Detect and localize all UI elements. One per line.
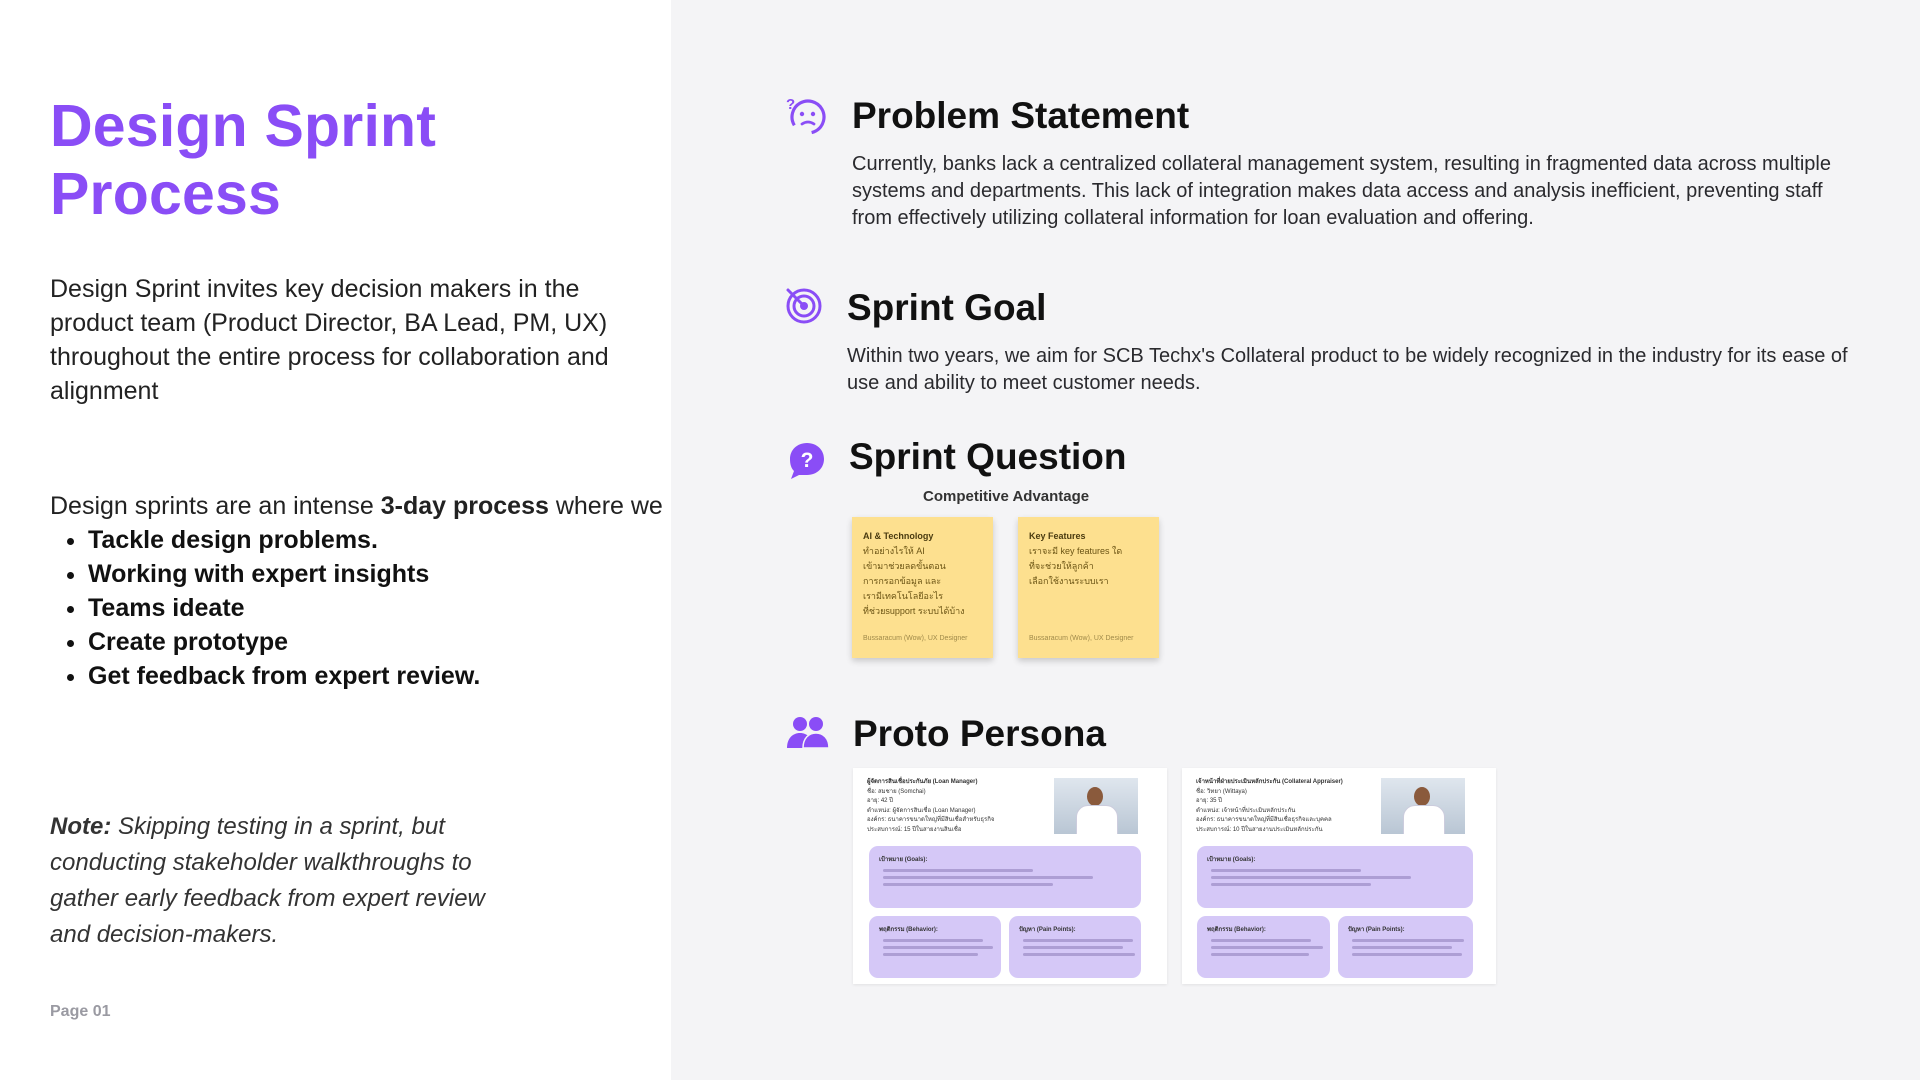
persona-goals-box <box>1197 846 1473 908</box>
persona-info-line: ตำแหน่ง: ผู้จัดการสินเชื่อ (Loan Manager) <box>867 807 976 814</box>
persona-behavior-box <box>1197 916 1330 978</box>
svg-text:?: ? <box>800 449 814 472</box>
sticky-author: Bussaracum (Wow), UX Designer <box>1029 635 1134 642</box>
sticky-line: เลือกใช้งานระบบเรา <box>1029 576 1109 586</box>
pain-points-heading: ปัญหา (Pain Points): <box>1348 927 1405 933</box>
pain-points-heading: ปัญหา (Pain Points): <box>1019 927 1076 933</box>
title-line-1: Design Sprint <box>50 93 437 159</box>
sticky-line: ทำอย่างไรให้ AI <box>863 546 925 556</box>
sticky-line: เราจะมี key features ใด <box>1029 546 1123 556</box>
users-icon <box>785 714 831 754</box>
problem-statement-heading: Problem Statement <box>852 95 1190 136</box>
sprint-goal-heading: Sprint Goal <box>847 287 1047 328</box>
persona-pain-box <box>1338 916 1473 978</box>
persona-goals-box <box>869 846 1141 908</box>
note-text <box>50 809 520 953</box>
process-text-pre: Design sprints are an intense <box>50 492 381 520</box>
bullet-item: • Working with expert insights <box>88 557 665 591</box>
sticky-note <box>1018 517 1159 658</box>
persona-info <box>1196 778 1386 836</box>
problem-statement-text: Currently, banks lack a centralized collateral management system, resulting in fragmented data across multiple systems and departments. This lack of integration makes data access and analysis inefficient, preventing staff from effectively utilizing collateral information for loan evaluation and offering. <box>852 153 1831 229</box>
process-bullet-list <box>50 523 665 693</box>
svg-text:?: ? <box>786 96 796 113</box>
behavior-heading: พฤติกรรม (Behavior): <box>879 927 938 933</box>
bullet-item: • Create prototype <box>88 625 665 659</box>
persona-role: เจ้าหน้าที่ฝ่ายประเมินหลักประกัน (Collateral Appraiser) <box>1196 779 1343 785</box>
sticky-line: การกรอกข้อมูล และ <box>863 576 942 586</box>
persona-behavior-box <box>869 916 1001 978</box>
goals-heading: เป้าหมาย (Goals): <box>1207 857 1256 863</box>
persona-info-line: อายุ: 42 ปี <box>867 798 893 805</box>
note-label: Note: <box>50 813 112 840</box>
page-title <box>50 92 650 228</box>
persona-photo <box>1054 778 1138 834</box>
persona-info <box>867 778 1057 836</box>
sprint-goal-text: Within two years, we aim for SCB Techx's Collateral product to be widely recognized in the industry for its ease of use and ability to meet customer needs. <box>847 345 1848 394</box>
note-body: Skipping testing in a sprint, but conducting stakeholder walkthroughs to gather early feedback from expert review and decision-makers. <box>50 813 485 948</box>
process-text-post: where we <box>548 492 663 520</box>
board-title: Competitive Advantage <box>923 488 1090 505</box>
persona-card <box>1182 768 1496 984</box>
persona-info-line: ตำแหน่ง: เจ้าหน้าที่ประเมินหลักประกัน <box>1196 807 1296 814</box>
persona-photo <box>1381 778 1465 834</box>
persona-card <box>853 768 1167 984</box>
persona-info-line: องค์กร: ธนาคารขนาดใหญ่ที่มีสินเชื่อสำหรับธุรกิจ <box>867 817 995 824</box>
persona-info-line: ชื่อ: วิทยา (Wittaya) <box>1196 788 1247 795</box>
sticky-author: Bussaracum (Wow), UX Designer <box>863 635 968 642</box>
proto-persona-heading: Proto Persona <box>853 713 1106 754</box>
process-description <box>50 489 665 693</box>
title-line-2: Process <box>50 161 282 227</box>
sticky-line: ที่จะช่วยให้ลูกค้า <box>1029 561 1094 571</box>
bullet-item: • Tackle design problems. <box>88 523 665 557</box>
process-highlight: 3-day process <box>380 492 549 520</box>
page-number: Page 01 <box>50 1003 111 1020</box>
persona-info-line: องค์กร: ธนาคารขนาดใหญ่ที่มีสินเชื่อธุรกิจและบุคคล <box>1196 817 1332 824</box>
sticky-line: เข้ามาช่วยลดขั้นตอน <box>863 561 946 571</box>
confused-face-icon <box>784 93 828 137</box>
persona-info-line: ประสบการณ์: 10 ปีในสายงานประเมินหลักประกัน <box>1196 826 1323 833</box>
intro-text: Design Sprint invites key decision makers in the product team (Product Director, BA Lead, PM, UX) throughout the entire process for collaboration and alignment <box>50 275 609 405</box>
persona-pain-box <box>1009 916 1141 978</box>
bullet-item: • Get feedback from expert review. <box>88 659 665 693</box>
bullet-item: • Teams ideate <box>88 591 665 625</box>
sticky-line: เรามีเทคโนโลยีอะไร <box>863 591 944 601</box>
behavior-heading: พฤติกรรม (Behavior): <box>1207 927 1266 933</box>
persona-info-line: อายุ: 35 ปี <box>1196 798 1222 805</box>
sticky-body <box>863 544 982 619</box>
persona-info-line: ชื่อ: สมชาย (Somchai) <box>867 788 926 795</box>
goals-heading: เป้าหมาย (Goals): <box>879 857 928 863</box>
sprint-question-heading: Sprint Question <box>849 436 1127 477</box>
sticky-heading: AI & Technology <box>863 531 934 541</box>
target-icon <box>784 286 824 326</box>
sticky-body <box>1029 544 1148 589</box>
persona-role: ผู้จัดการสินเชื่อประกันภัย (Loan Manager) <box>867 779 978 785</box>
left-panel <box>0 0 671 1080</box>
question-bubble-icon <box>787 440 827 480</box>
sticky-line: ที่ช่วยsupport ระบบได้บ้าง <box>863 606 965 616</box>
persona-info-line: ประสบการณ์: 15 ปีในสายงานสินเชื่อ <box>867 826 962 833</box>
sticky-note <box>852 517 993 658</box>
sticky-heading: Key Features <box>1029 531 1086 541</box>
